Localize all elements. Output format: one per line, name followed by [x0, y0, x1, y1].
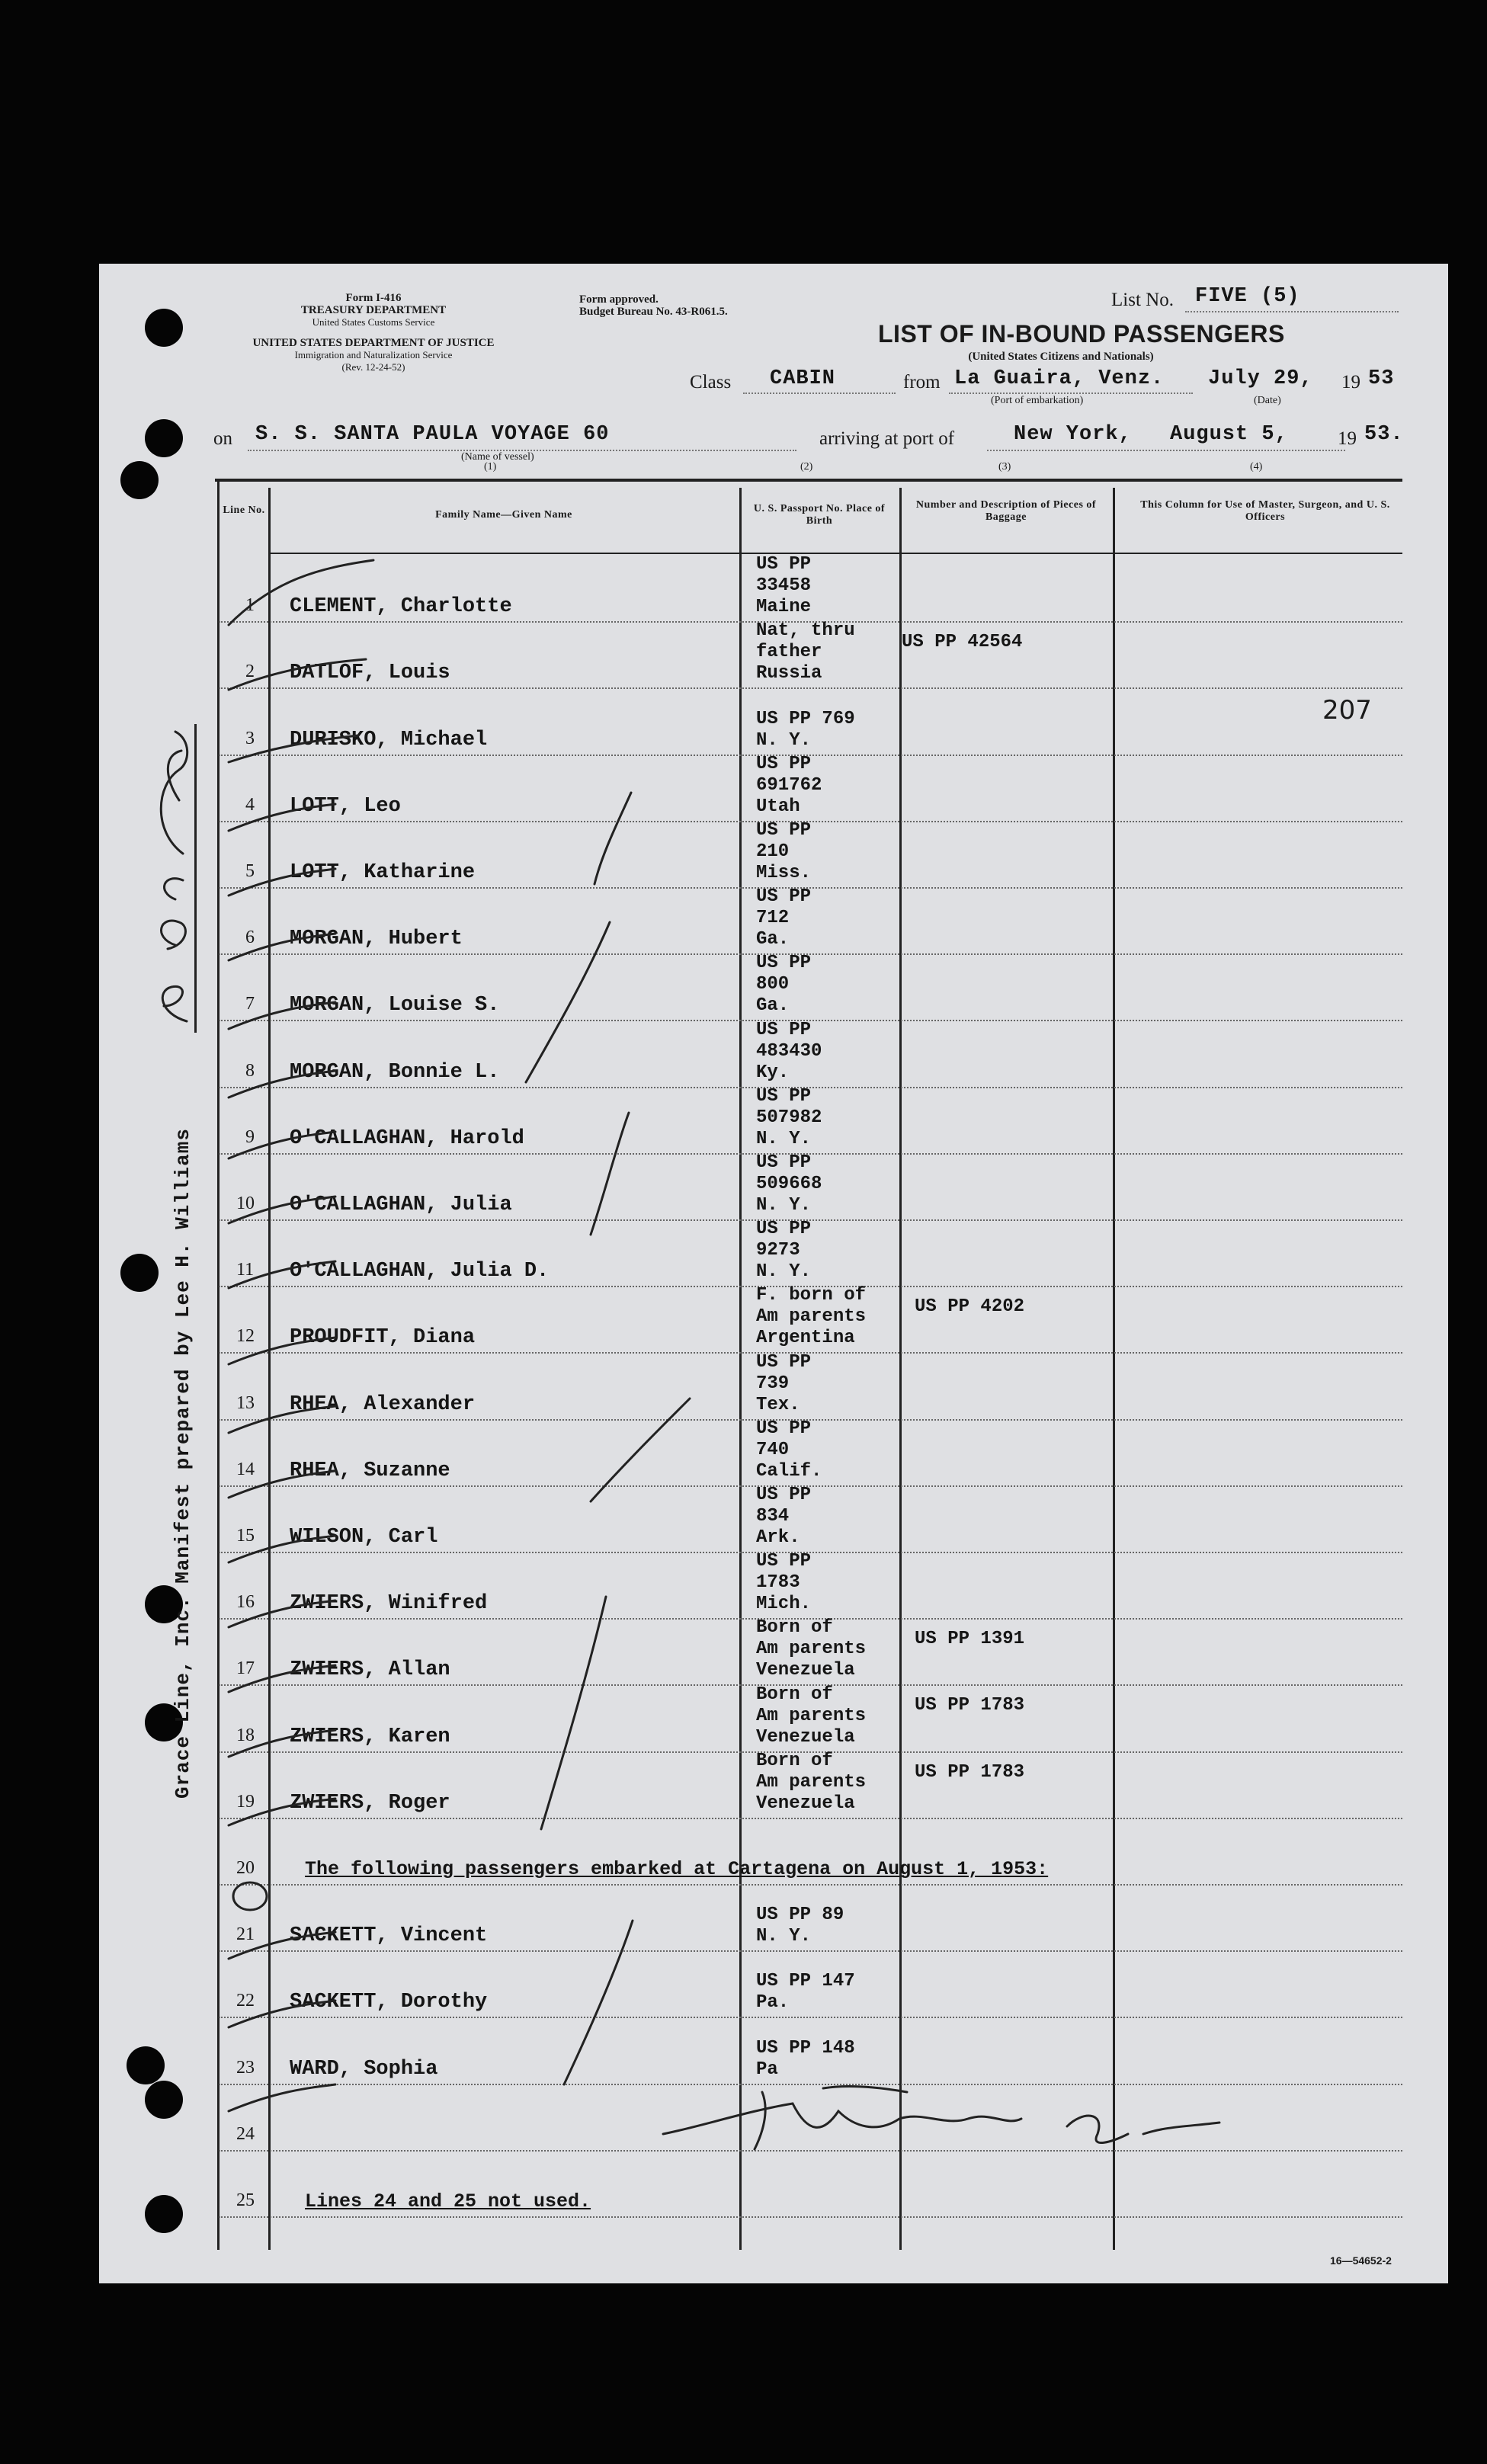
class-label: Class: [690, 372, 732, 393]
passport-line: 509668: [756, 1174, 822, 1194]
passenger-name: CLEMENT, Charlotte: [290, 595, 512, 619]
passport-line: US PP 769: [756, 708, 855, 729]
passport-line: Mich.: [756, 1594, 812, 1615]
arrival-date: August 5,: [1170, 423, 1288, 446]
signature-bottom: [663, 2087, 1219, 2149]
passport-line: US PP: [756, 820, 812, 841]
year-prefix-2: 19: [1338, 428, 1357, 449]
passenger-name: DURISKO, Michael: [290, 728, 488, 751]
passport-line: Nat, thru: [756, 620, 855, 642]
passport-line: Born of: [756, 1684, 833, 1705]
line-number: 1: [245, 595, 255, 616]
passport-line: 33458: [756, 575, 812, 597]
baggage-entry: US PP 4202: [915, 1296, 1025, 1318]
passport-line: US PP: [756, 1085, 812, 1107]
passenger-name: WARD, Sophia: [290, 2057, 438, 2081]
line-number: 7: [245, 994, 255, 1014]
baggage-entry: US PP 1783: [915, 1695, 1025, 1716]
line-number: 18: [236, 1725, 255, 1745]
baggage-entry: US PP 42564: [902, 632, 1023, 653]
manifest-note: Lines 24 and 25 not used.: [305, 2190, 591, 2212]
passport-line: Am parents: [756, 1639, 867, 1660]
passport-line: US PP: [756, 1351, 812, 1373]
col-header-baggage: Number and Description of Pieces of Baggage: [915, 499, 1097, 523]
passport-line: Ky.: [756, 1062, 790, 1083]
passenger-name: MORGAN, Hubert: [290, 928, 463, 951]
passport-line: US PP 148: [756, 2037, 855, 2059]
passenger-name: LOTT, Katharine: [290, 861, 476, 884]
passenger-name: WILSON, Carl: [290, 1526, 438, 1549]
passport-line: Pa: [756, 2059, 778, 2080]
passenger-name: ZWIERS, Winifred: [290, 1592, 488, 1616]
check-marks-column: [229, 560, 373, 2111]
passport-line: F. born of: [756, 1285, 867, 1306]
line-number: 15: [236, 1526, 255, 1546]
passport-line: Russia: [756, 663, 822, 684]
ins-service: Immigration and Naturalization Service: [294, 349, 453, 360]
caption-1: (1): [484, 461, 497, 473]
passport-line: 800: [756, 974, 790, 995]
passport-line: Born of: [756, 1750, 833, 1771]
line-number: 20: [236, 1858, 255, 1878]
line-number: 5: [245, 861, 255, 881]
passport-line: N. Y.: [756, 1926, 812, 1947]
passenger-name: MORGAN, Bonnie L.: [290, 1060, 500, 1084]
passport-line: 712: [756, 908, 790, 929]
col-header-name: Family Name—Given Name: [435, 509, 572, 521]
line-number: 12: [236, 1326, 255, 1347]
embark-year: 53: [1368, 367, 1395, 390]
passport-line: Maine: [756, 597, 812, 618]
col-header-officers: This Column for Use of Master, Surgeon, and U. S. Officers: [1140, 499, 1390, 523]
line-number: 6: [245, 928, 255, 948]
bracket-strokes: [526, 793, 690, 2084]
date-caption: (Date): [1254, 395, 1281, 406]
line-number: 3: [245, 728, 255, 748]
caption-2: (2): [800, 461, 813, 473]
passport-line: Venezuela: [756, 1726, 855, 1748]
line-number: 17: [236, 1658, 255, 1679]
passenger-name: O'CALLAGHAN, Harold: [290, 1126, 524, 1150]
vessel-name: S. S. SANTA PAULA VOYAGE 60: [255, 423, 610, 446]
passport-line: US PP: [756, 1152, 812, 1173]
passport-line: N. Y.: [756, 1128, 812, 1149]
passenger-name: LOTT, Leo: [290, 794, 401, 818]
passport-line: 1783: [756, 1572, 800, 1594]
baggage-entry: US PP 1391: [915, 1629, 1025, 1650]
passport-line: father: [756, 642, 822, 663]
line-number: 14: [236, 1459, 255, 1479]
line-number: 11: [236, 1260, 255, 1280]
line-number: 25: [236, 2190, 255, 2210]
page-title: LIST OF IN-BOUND PASSENGERS: [878, 320, 1285, 348]
embark-port: La Guaira, Venz.: [954, 367, 1165, 390]
baggage-entry: US PP 1783: [915, 1761, 1025, 1783]
line-number: 9: [245, 1126, 255, 1147]
passport-line: N. Y.: [756, 729, 812, 751]
passport-line: 739: [756, 1373, 790, 1394]
footer-code: 16—54652-2: [1330, 2254, 1392, 2267]
line-number: 22: [236, 1991, 255, 2011]
revision-date: (Rev. 12-24-52): [341, 361, 405, 373]
passport-line: US PP: [756, 1418, 812, 1439]
list-no-label: List No.: [1111, 290, 1174, 310]
signature-lee-williams: [161, 732, 187, 1021]
passport-line: US PP: [756, 1219, 812, 1240]
line-number: 23: [236, 2057, 255, 2078]
passenger-name: PROUDFIT, Diana: [290, 1326, 476, 1350]
caption-3: (3): [998, 461, 1011, 473]
line-number: 16: [236, 1592, 255, 1613]
passenger-name: ZWIERS, Karen: [290, 1725, 450, 1748]
passport-line: Pa.: [756, 1992, 790, 2014]
page-subtitle: (United States Citizens and Nationals): [968, 351, 1154, 363]
passport-line: US PP: [756, 1551, 812, 1572]
passport-line: Am parents: [756, 1705, 867, 1726]
passenger-name: ZWIERS, Roger: [290, 1791, 450, 1815]
passport-line: Am parents: [756, 1306, 867, 1328]
treasury-dept: TREASURY DEPARTMENT: [300, 304, 447, 316]
on-label: on: [213, 428, 232, 449]
passport-line: Venezuela: [756, 1660, 855, 1681]
passenger-name: ZWIERS, Allan: [290, 1658, 450, 1682]
customs-service: United States Customs Service: [312, 316, 435, 328]
passenger-name: RHEA, Suzanne: [290, 1459, 450, 1482]
passport-line: Ark.: [756, 1527, 800, 1548]
passenger-name: O'CALLAGHAN, Julia: [290, 1194, 512, 1216]
arrival-port: New York,: [1014, 423, 1132, 446]
passport-line: US PP: [756, 886, 812, 908]
line-number: 24: [236, 2123, 255, 2144]
class-value: CABIN: [770, 367, 836, 390]
passport-line: Am parents: [756, 1771, 867, 1793]
port-caption: (Port of embarkation): [991, 395, 1084, 406]
passport-line: Tex.: [756, 1394, 800, 1415]
passport-line: Miss.: [756, 863, 812, 883]
line-number: 4: [245, 794, 255, 815]
passport-line: US PP: [756, 1485, 812, 1505]
passport-line: US PP: [756, 753, 812, 774]
passport-line: 691762: [756, 774, 822, 796]
line-number: 8: [245, 1060, 255, 1081]
passport-line: Argentina: [756, 1328, 855, 1349]
passport-line: 210: [756, 841, 790, 862]
passport-line: US PP: [756, 554, 812, 575]
passport-line: Ga.: [756, 995, 790, 1017]
passport-line: N. Y.: [756, 1195, 812, 1216]
year-prefix: 19: [1341, 372, 1360, 393]
line-number: 10: [236, 1194, 255, 1213]
passport-line: US PP 89: [756, 1905, 844, 1926]
passport-line: Born of: [756, 1617, 833, 1639]
budget-bureau: Budget Bureau No. 43-R061.5.: [579, 306, 728, 318]
passport-line: N. Y.: [756, 1261, 812, 1283]
passenger-name: RHEA, Alexander: [290, 1392, 476, 1416]
arrival-year: 53.: [1364, 423, 1404, 446]
passport-line: 507982: [756, 1107, 822, 1128]
margin-note: Grace Line, Inc. Manifest prepared by Lee H. Williams: [171, 1128, 194, 1799]
form-approved: Form approved.: [579, 293, 659, 306]
passport-line: US PP 147: [756, 1971, 855, 1992]
manifest-note: The following passengers embarked at Cartagena on August 1, 1953:: [305, 1858, 1049, 1880]
line-number: 2: [245, 662, 255, 682]
passport-line: Utah: [756, 796, 800, 817]
caption-4: (4): [1250, 461, 1263, 473]
col-header-passport: U. S. Passport No. Place of Birth: [753, 503, 886, 527]
passenger-name: O'CALLAGHAN, Julia D.: [290, 1260, 550, 1283]
arriving-label: arriving at port of: [819, 428, 955, 449]
passport-line: 834: [756, 1506, 790, 1527]
form-number: Form I-416: [345, 292, 402, 304]
line-number: 21: [236, 1924, 255, 1945]
passport-line: 9273: [756, 1240, 800, 1261]
officer-stamp-number: 207: [1322, 695, 1372, 726]
passport-line: US PP: [756, 953, 812, 974]
passport-line: Venezuela: [756, 1793, 855, 1814]
passenger-name: SACKETT, Dorothy: [290, 1991, 488, 2014]
vessel-caption: (Name of vessel): [461, 451, 534, 463]
passenger-name: DATLOF, Louis: [290, 662, 450, 685]
passport-line: Calif.: [756, 1460, 822, 1482]
line-number: 13: [236, 1392, 255, 1413]
passenger-name: SACKETT, Vincent: [290, 1924, 488, 1948]
justice-dept: UNITED STATES DEPARTMENT OF JUSTICE: [252, 337, 495, 349]
line-number: 19: [236, 1791, 255, 1812]
from-label: from: [903, 372, 941, 393]
passport-line: 483430: [756, 1040, 822, 1062]
passenger-name: MORGAN, Louise S.: [290, 994, 500, 1017]
passport-line: Ga.: [756, 929, 790, 950]
embark-date: July 29,: [1208, 367, 1313, 390]
col-header-line-no: Line No.: [223, 505, 265, 516]
passport-line: 740: [756, 1439, 790, 1460]
list-no-value: FIVE (5): [1195, 285, 1300, 308]
passport-line: US PP: [756, 1019, 812, 1040]
